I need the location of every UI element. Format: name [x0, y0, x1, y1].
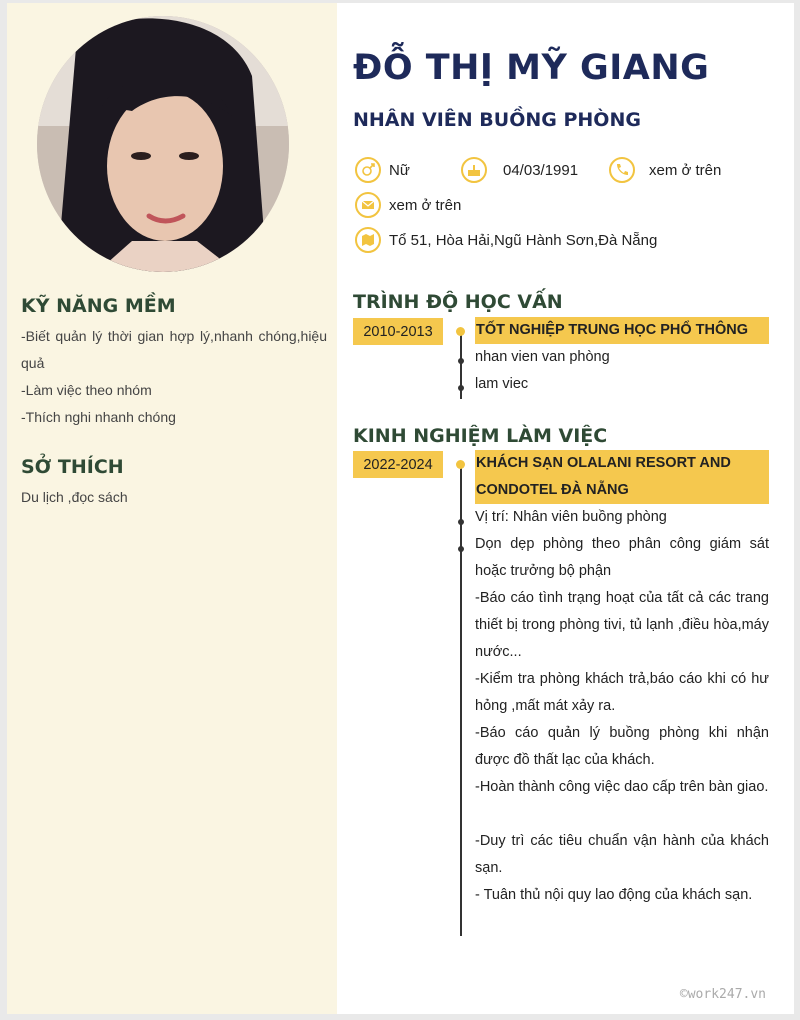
- avatar: [37, 16, 289, 272]
- experience-line: -Hoàn thành công việc dao cấp trên bàn giao.: [475, 779, 769, 795]
- map-icon: [355, 227, 381, 253]
- timeline-dot: [456, 460, 465, 469]
- candidate-name: ĐỖ THỊ MỸ GIANG: [353, 48, 710, 88]
- bullet-dot: [458, 385, 464, 391]
- bullet-dot: [458, 519, 464, 525]
- education-line: lam viec: [475, 376, 529, 392]
- job-title: NHÂN VIÊN BUỒNG PHÒNG: [353, 109, 641, 131]
- education-line: nhan vien van phòng: [475, 349, 610, 365]
- experience-line: Dọn dẹp phòng theo phân công giám sát hoặc trưởng bộ phận: [475, 536, 769, 579]
- education-heading: TỐT NGHIỆP TRUNG HỌC PHỔ THÔNG: [475, 317, 769, 344]
- experience-line: -Báo cáo quản lý buồng phòng khi nhận được đồ thất lạc của khách.: [475, 725, 769, 768]
- email-value: xem ở trên: [389, 196, 462, 214]
- skill-item: -Làm việc theo nhóm: [21, 382, 152, 398]
- birthdate-value: 04/03/1991: [503, 161, 579, 179]
- gender-info: [355, 157, 410, 183]
- experience-period: 2022-2024: [353, 451, 443, 478]
- bullet-dot: [458, 546, 464, 552]
- experience-heading: KHÁCH SẠN OLALANI RESORT AND CONDOTEL ĐÀ NẴNG: [475, 450, 769, 504]
- experience-line: -Báo cáo tình trạng hoạt của tất cả các trang thiết bị trong phòng tivi, tủ lạnh ,điều hòa,máy nước...: [475, 590, 769, 660]
- gender-value: Nữ: [389, 161, 410, 179]
- avatar-photo: [37, 16, 289, 272]
- experience-line: -Duy trì các tiêu chuẩn vận hành của khách sạn.: [475, 833, 769, 876]
- timeline-dot: [456, 327, 465, 336]
- hobbies-text: Du lịch ,đọc sách: [21, 489, 128, 505]
- experience-line: Vị trí: Nhân viên buồng phòng: [475, 509, 667, 525]
- phone-icon: [609, 157, 635, 183]
- education-period: 2010-2013: [353, 318, 443, 345]
- phone-value: xem ở trên: [649, 161, 722, 179]
- skills-title: KỸ NĂNG MỀM: [21, 295, 176, 317]
- birthdate-info: [461, 157, 578, 183]
- sidebar: [7, 3, 337, 1014]
- gender-icon: [355, 157, 381, 183]
- address-info: [355, 227, 657, 253]
- experience-title: KINH NGHIỆM LÀM VIỆC: [353, 425, 608, 447]
- bullet-dot: [458, 358, 464, 364]
- cv-page: [7, 3, 794, 1014]
- experience-line: - Tuân thủ nội quy lao động của khách sạn.: [475, 887, 753, 903]
- hobbies-title: SỞ THÍCH: [21, 456, 124, 478]
- address-value: Tổ 51, Hòa Hải,Ngũ Hành Sơn,Đà Nẵng: [389, 231, 658, 249]
- skill-item: -Biết quản lý thời gian hợp lý,nhanh chóng,hiệu quả: [21, 328, 327, 371]
- experience-line: -Kiểm tra phòng khách trả,báo cáo khi có hư hỏng ,mất mát xảy ra.: [475, 671, 769, 714]
- skill-item: -Thích nghi nhanh chóng: [21, 409, 176, 425]
- watermark: ©work247.vn: [679, 987, 766, 1002]
- mail-icon: [355, 192, 381, 218]
- birthday-cake-icon: [461, 157, 487, 183]
- email-info: [355, 192, 461, 218]
- main-content: [353, 3, 783, 1014]
- phone-info: [609, 157, 721, 183]
- experience-timeline: [460, 462, 462, 936]
- education-title: TRÌNH ĐỘ HỌC VẤN: [353, 291, 563, 313]
